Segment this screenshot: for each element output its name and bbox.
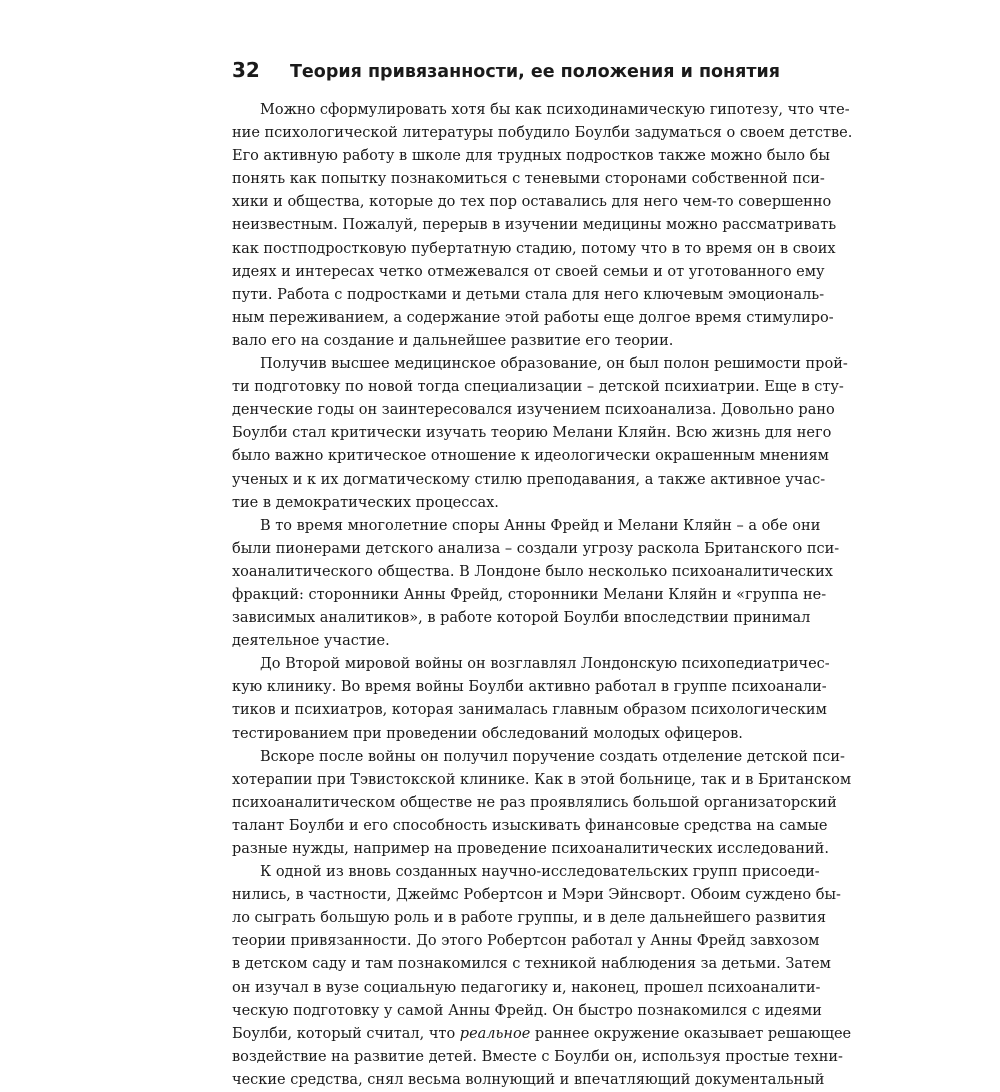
text-line: Можно сформулировать хотя бы как психодинамическую гипотезу, что чте-: [260, 102, 850, 118]
running-head-title: Теория привязанности, ее положения и понятия: [290, 62, 781, 82]
text-line: в детском саду и там познакомился с техникой наблюдения за детьми. Затем: [232, 956, 831, 973]
text-line: ученых и к их догматическому стилю преподавания, а также активное учас-: [232, 471, 826, 488]
text-line: разные нужды, например на проведение психоаналитических исследований.: [232, 841, 829, 857]
text-line: пути. Работа с подростками и детьми стала для него ключевым эмоциональ-: [232, 286, 825, 303]
text-line: зависимых аналитиков», в работе которой Боулби впоследствии принимал: [232, 610, 811, 627]
text-line: Получив высшее медицинское образование, он был полон решимости прой-: [260, 356, 848, 373]
page-number: 32: [232, 58, 260, 82]
text-line: неизвестным. Пожалуй, перерыв в изучении медицины можно рассматривать: [232, 217, 837, 234]
text-line: нились, в частности, Джеймс Робертсон и Мэри Эйнсворт. Обоим суждено бы-: [232, 887, 841, 904]
text-line: он изучал в вузе социальную педагогику и, наконец, прошел психоаналити-: [232, 979, 821, 996]
text-line: ти подготовку по новой тогда специализации – детской психиатрии. Еще в сту-: [232, 379, 844, 396]
text-line: воздействие на развитие детей. Вместе с Боулби он, используя простые техни-: [232, 1048, 843, 1065]
text-line: тиков и психиатров, которая занималась главным образом психологическим: [232, 702, 827, 719]
text-line: Вскоре после войны он получил поручение создать отделение детской пси-: [260, 748, 845, 765]
text-line: хоаналитического общества. В Лондоне было несколько психоаналитических: [232, 563, 833, 580]
text-line: ло сыграть большую роль и в работе группы, и в деле дальнейшего развития: [232, 910, 826, 927]
text-line: талант Боулби и его способность изыскивать финансовые средства на самые: [232, 817, 828, 834]
text-line: было важно критическое отношение к идеологически окрашенным мнениям: [232, 448, 829, 465]
text-line: Его активную работу в школе для трудных подростков также можно было бы: [232, 148, 830, 165]
running-head: [232, 58, 792, 88]
text-line-part: раннее окружение оказывает решающее: [530, 1025, 852, 1042]
text-line: денческие годы он заинтересовался изучением психоанализа. Довольно рано: [232, 402, 835, 419]
text-line-part: Боулби, который считал, что: [232, 1025, 460, 1042]
text-line: кую клинику. Во время войны Боулби активно работал в группе психоанали-: [232, 679, 827, 696]
text-line: К одной из вновь созданных научно-исследовательских групп присоеди-: [260, 864, 820, 881]
text-line: деятельное участие.: [232, 633, 390, 650]
text-line: До Второй мировой войны он возглавлял Лондонскую психопедиатричес-: [260, 656, 830, 673]
text-line: идеях и интересах четко отмежевался от своей семьи и от уготованного ему: [232, 263, 825, 280]
text-line: В то время многолетние споры Анны Фрейд и Мелани Кляйн – а обе они: [260, 517, 821, 534]
text-line: теории привязанности. До этого Робертсон работал у Анны Фрейд завхозом: [232, 933, 820, 950]
text-line: хотерапии при Тэвистокской клинике. Как в этой больнице, так и в Британском: [232, 771, 852, 788]
body-text: [232, 99, 853, 1092]
text-line: ческую подготовку у самой Анны Фрейд. Он быстро познакомился с идеями: [232, 1002, 822, 1019]
text-line: понять как попытку познакомиться с теневыми сторонами собственной пси-: [232, 171, 825, 188]
text-line: хики и общества, которые до тех пор оставались для него чем-то совершенно: [232, 194, 832, 211]
text-line: ным переживанием, а содержание этой работы еще долгое время стимулиро-: [232, 309, 834, 326]
text-line: ческие средства, снял весьма волнующий и впечатляющий документальный: [232, 1071, 825, 1088]
text-line: психоаналитическом обществе не раз проявлялись большой организаторский: [232, 794, 837, 811]
text-line: Боулби стал критически изучать теорию Мелани Кляйн. Всю жизнь для него: [232, 425, 832, 442]
text-line: как постподростковую пубертатную стадию, потому что в то время он в своих: [232, 240, 836, 257]
emphasized-word: реальное: [459, 1025, 531, 1042]
text-line: были пионерами детского анализа – создали угрозу раскола Британского пси-: [232, 540, 840, 557]
text-line: ние психологической литературы побудило Боулби задуматься о своем детстве.: [232, 125, 853, 142]
text-line: вало его на создание и дальнейшее развитие его теории.: [232, 332, 674, 349]
text-line: [232, 1023, 852, 1046]
text-line: фракций: сторонники Анны Фрейд, сторонники Мелани Кляйн и «группа не-: [232, 586, 827, 603]
text-line: тие в демократических процессах.: [232, 494, 499, 511]
text-line: тестированием при проведении обследований молодых офицеров.: [232, 725, 743, 742]
